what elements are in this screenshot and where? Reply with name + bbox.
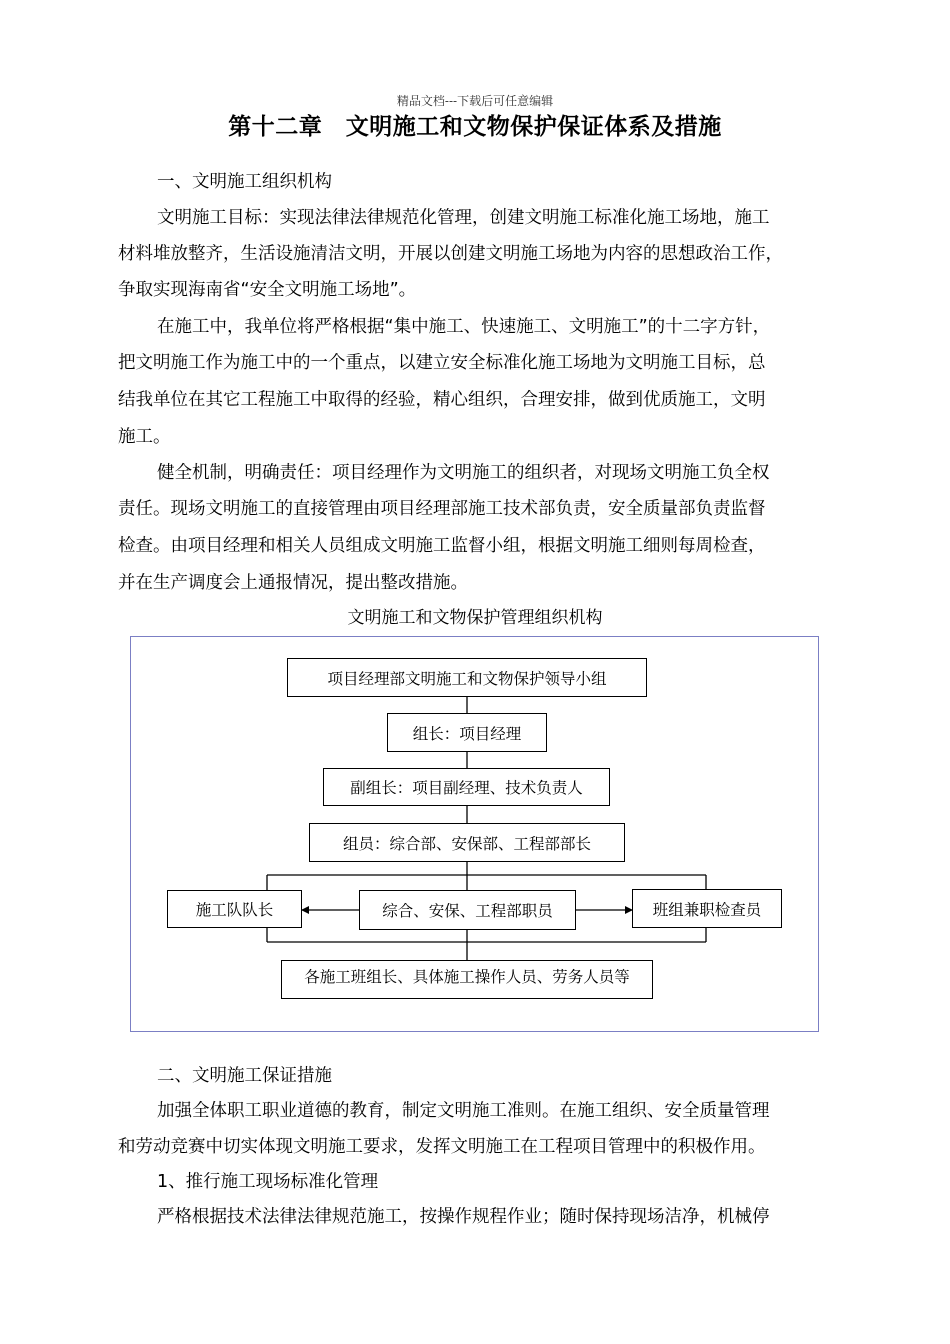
org-chart-caption: 文明施工和文物保护管理组织机构 xyxy=(347,608,603,628)
org-box-team-leader: 施工队队长 xyxy=(167,890,302,928)
org-box-leader-group: 项目经理部文明施工和文物保护领导小组 xyxy=(287,658,647,697)
paragraph-line: 把文明施工作为施工中的一个重点，以建立安全标准化施工场地为文明施工目标，总 xyxy=(118,353,766,373)
header-note: 精品文档---下载后可任意编辑 xyxy=(396,94,554,108)
org-box-leader: 组长：项目经理 xyxy=(387,713,547,752)
chapter-title: 第十二章 文明施工和文物保护保证体系及措施 xyxy=(228,114,722,140)
org-box-members: 组员：综合部、安保部、工程部部长 xyxy=(309,823,625,862)
paragraph-line: 加强全体职工职业道德的教育，制定文明施工准则。在施工组织、安全质量管理 xyxy=(157,1101,770,1121)
org-box-deputy: 副组长：项目副经理、技术负责人 xyxy=(323,768,610,806)
org-box-inspector: 班组兼职检查员 xyxy=(632,889,782,928)
section2-heading: 二、文明施工保证措施 xyxy=(157,1066,332,1086)
paragraph-line: 结我单位在其它工程施工中取得的经验，精心组织，合理安排，做到优质施工，文明 xyxy=(118,390,766,410)
paragraph-line: 施工。 xyxy=(118,427,171,447)
paragraph-line: 和劳动竞赛中切实体现文明施工要求，发挥文明施工在工程项目管理中的积极作用。 xyxy=(118,1137,766,1157)
subsection-heading: 1、推行施工现场标准化管理 xyxy=(157,1172,379,1192)
paragraph-line: 文明施工目标：实现法律法律规范化管理，创建文明施工标准化施工场地，施工 xyxy=(157,208,770,228)
paragraph-line: 严格根据技术法律法律规范施工，按操作规程作业；随时保持现场洁净，机械停 xyxy=(157,1207,770,1227)
section1-heading: 一、文明施工组织机构 xyxy=(157,172,332,192)
paragraph-line: 在施工中，我单位将严格根据“集中施工、快速施工、文明施工”的十二字方针， xyxy=(157,317,771,337)
paragraph-line: 材料堆放整齐，生活设施清洁文明，开展以创建文明施工场地为内容的思想政治工作， xyxy=(118,244,783,264)
org-box-workers: 各施工班组长、具体施工操作人员、劳务人员等 xyxy=(281,960,653,999)
paragraph-line: 责任。现场文明施工的直接管理由项目经理部施工技术部负责，安全质量部负责监督 xyxy=(118,499,766,519)
paragraph-line: 健全机制，明确责任：项目经理作为文明施工的组织者，对现场文明施工负全权 xyxy=(157,463,770,483)
paragraph-line: 争取实现海南省“安全文明施工场地”。 xyxy=(118,280,417,300)
paragraph-line: 并在生产调度会上通报情况，提出整改措施。 xyxy=(118,573,468,593)
paragraph-line: 检查。由项目经理和相关人员组成文明施工监督小组，根据文明施工细则每周检查， xyxy=(118,536,766,556)
org-box-staff: 综合、安保、工程部职员 xyxy=(359,890,576,930)
